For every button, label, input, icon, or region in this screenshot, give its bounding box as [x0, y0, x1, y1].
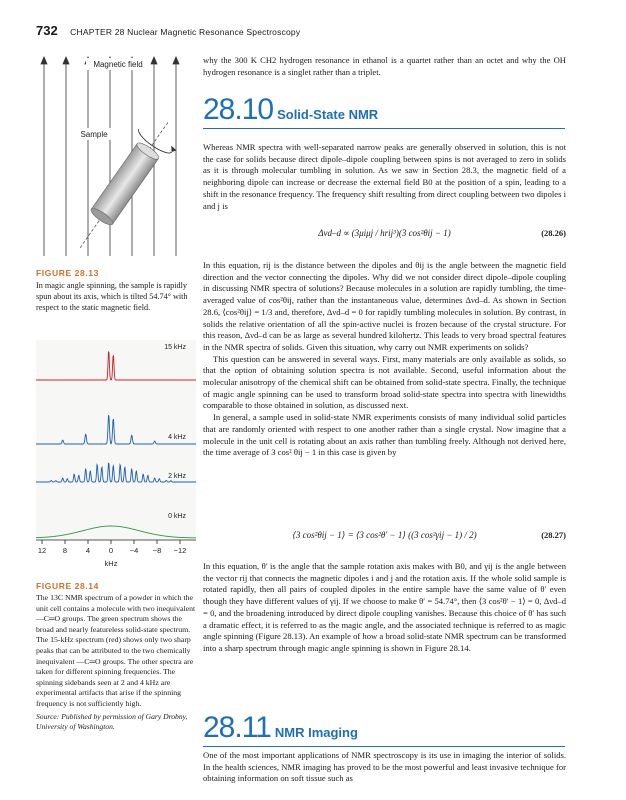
section-28-11-para-1: One of the most important applications of NMR spectroscopy is its use in imaging the interior of solids. In the health sciences, NMR imaging has proved to be the most powerful and least invasive technique for obtaining information on soft tissue such as	[203, 750, 566, 784]
figure-28-13-caption: In magic angle spinning, the sample is rapidly spun about its axis, which is tilted 54.74° with respect to the static magnetic field.	[36, 281, 188, 312]
section-28-11-number: 28.11	[203, 711, 271, 744]
section-28-11-heading	[203, 711, 358, 745]
equation-28-26-body: Δνd–d ∝ (3μiμj / hrij³)(3 cos²θij − 1)	[318, 228, 451, 238]
magnetic-field-label: Magnetic field	[93, 60, 143, 69]
figure-28-14-label: FIGURE 28.14	[36, 581, 99, 591]
sample-label: Sample	[80, 130, 108, 139]
spectrum-label-15khz: 15 kHz	[164, 344, 186, 351]
x-tick-4: 4	[85, 546, 91, 555]
section-28-10-title: Solid-State NMR	[277, 107, 379, 122]
spectrum-label-4khz: 4 kHz	[168, 434, 186, 441]
figure-28-14-spectra	[36, 340, 196, 590]
figure-28-14-caption: The 13C NMR spectrum of a powder in which the unit cell contains a molecule with two inequivalent —C═O groups. The green spectrum shows the broad and nearly featureless solid-state spectrum. The 15-kHz spectrum (red) shows only two sharp peaks that can be attributed to the two chemically inequivalent —C═O groups. The other spectra are taken for different spinning frequencies. The spinning sidebands seen at 2 and 4 kHz are experimental artifacts that arise if the spinning frequency is not sufficiently high.	[36, 593, 196, 708]
figure-28-13-label: FIGURE 28.13	[36, 268, 99, 278]
section-28-10-para-4: In general, a sample used in solid-state NMR experiments consists of many individual solid particles that are randomly oriented with respect to one another rather than a single crystal. Now imagine that a molecule in the unit cell is rotating about an axis rather than tumbling freely. Although not derived here, the time average of 3 cos² θij − 1 in this case is given by	[203, 412, 566, 458]
section-28-10-para-2: In this equation, rij is the distance between the dipoles and θij is the angle between the magnetic field direction and the vector connecting the dipoles. Why did we not consider direct dipole–dipole coupling in discussing NMR spectra of solutions? Because molecules in a solution are rapidly tumbling, the time-averaged value of cos²θij, rather than the instantaneous value, determines Δνd–d. As shown in Section 28.6, ⟨cos²θij⟩ = 1/3 and, therefore, Δνd–d = 0 for rapidly tumbling molecules in solution. By contrast, in solids the relative orientation of all the spin-active nuclei is frozen because of the crystal structure. For this reason, Δνd–d can be as large as several hundred kilohertz. This leads to very broad spectral features in the NMR spectra of solids. Given this situation, why carry out NMR experiments on solids?	[203, 260, 566, 352]
equation-28-27-number: (28.27)	[541, 530, 566, 540]
x-tick-12: 12	[37, 546, 47, 555]
section-rule	[203, 128, 565, 130]
figure-28-13-caption-block	[36, 268, 196, 313]
figure-28-14-caption-block	[36, 581, 196, 732]
section-28-10-para-5: In this equation, θ′ is the angle that the sample rotation axis makes with B0, and γij is the angle between the vector rij that connects the magnetic dipoles i and j and the rotation axis. If the whole solid sample is rotated rapidly, then all pairs of coupled dipoles in the entire sample have the same value of θ′ even though they have different values of γij. If we choose to make θ′ = 54.74°, then ⟨3 cos²θ′ − 1⟩ = 0, Δνd–d = 0, and the broadening introduced by direct dipole coupling vanishes. Because this choice of θ′ has such a dramatic effect, it is referred to as the magic angle, and the associated technique is referred to as magic angle spinning (Figure 28.13). An example of how a broad solid-state NMR spectrum can be transformed into a sharp spectrum through magic angle spinning is shown in Figure 28.14.	[203, 561, 566, 653]
equation-28-26-number: (28.26)	[541, 228, 566, 238]
x-tick-neg4: −4	[129, 546, 139, 555]
x-tick-0: 0	[108, 546, 114, 555]
intro-paragraph: why the 300 K CH2 hydrogen resonance in ethanol is a quartet rather than an octet and why the OH hydrogen resonance is a singlet rather than a triplet.	[203, 55, 566, 77]
section-28-11-title: NMR Imaging	[274, 725, 358, 740]
section-28-10-para-5-block	[203, 561, 566, 655]
section-28-10-body-block	[203, 260, 566, 459]
section-28-10-heading	[203, 93, 378, 127]
x-axis-unit: kHz	[104, 559, 118, 568]
equation-28-26	[203, 228, 566, 239]
chapter-title: CHAPTER 28 Nuclear Magnetic Resonance Spectroscopy	[70, 27, 301, 37]
equation-28-27	[203, 530, 566, 541]
section-28-10-para-1-block	[203, 142, 566, 212]
running-header	[36, 22, 300, 40]
section-28-11-para-1-block	[203, 750, 566, 785]
equation-28-27-body: ⟨3 cos²θij − 1⟩ = ⟨3 cos²θ′ − 1⟩ ((3 cos²γij − 1) / 2)	[292, 530, 477, 540]
section-28-10-para-3: This question can be answered in several ways. First, many materials are only available as solids, so that the option of obtaining solution spectra is not available. Second, useful information about the molecular anisotropy of the chemical shift can be obtained from solid-state spectra. Finally, the technique of magic angle spinning can be used to transform broad solid-state spectra into spectra with linewidths comparable to those obtained in solution, as discussed next.	[203, 353, 566, 411]
spectrum-label-2khz: 2 kHz	[168, 473, 186, 480]
nmr-spectra-plot	[36, 340, 196, 580]
page-number: 732	[36, 23, 58, 38]
spectrum-label-0khz: 0 kHz	[168, 513, 186, 520]
section-28-10-number: 28.10	[203, 93, 274, 126]
section-28-10-para-1: Whereas NMR spectra with well-separated narrow peaks are generally observed in solution, this is not the case for solids because direct dipole–dipole coupling between spins is not averaged to zero in solids as it is through molecular tumbling in solution. As we saw in Section 28.3, the magnetic field of a neighboring dipole can increase or decrease the external field B0 at the position of a spin, leading to a shift in the resonance frequency. The frequency shift resulting from direct coupling between two dipoles i and j is	[203, 142, 566, 211]
x-tick-8: 8	[62, 546, 68, 555]
magic-angle-spinning-diagram	[36, 56, 196, 256]
section-rule	[203, 746, 565, 748]
x-tick-neg8: −8	[152, 546, 162, 555]
x-tick-neg12: −12	[173, 546, 187, 555]
figure-28-13-illustration	[36, 56, 196, 258]
intro-paragraph-block	[203, 55, 566, 78]
figure-28-14-source: Source: Published by permission of Gary Drobny, University of Washington.	[36, 711, 188, 731]
